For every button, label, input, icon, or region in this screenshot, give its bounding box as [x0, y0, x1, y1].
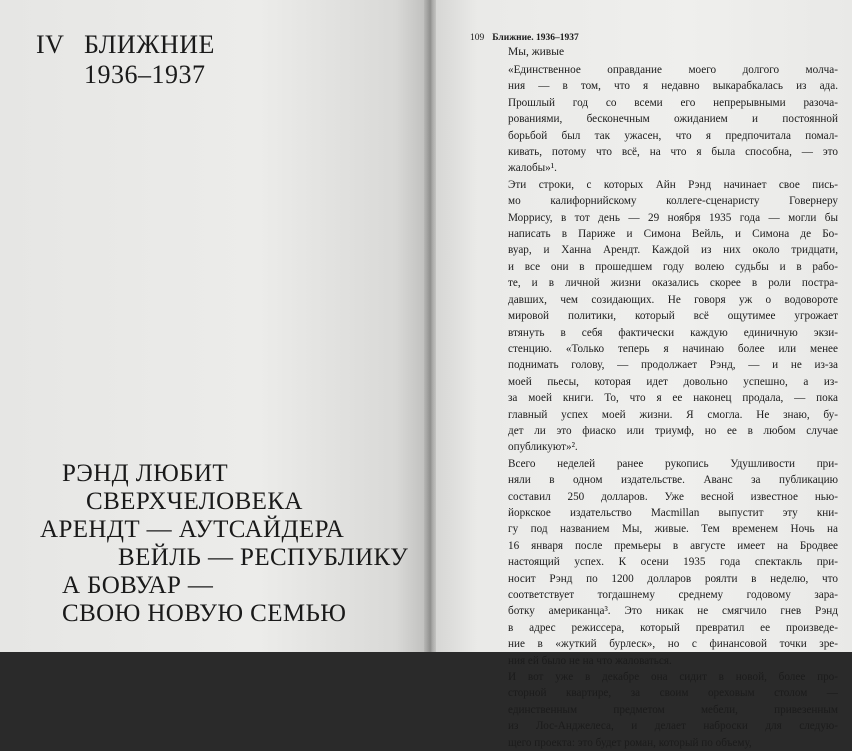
- text-line: составил 250 долларов. Уже весной известное нью-: [508, 490, 838, 503]
- text-line: стенцию. «Только теперь я начинаю более или менее: [508, 342, 838, 355]
- text-line: жалобы»¹.: [508, 162, 557, 175]
- text-line: поднимать голову, — продолжает Рэнд, — и не из-за: [508, 359, 838, 372]
- epigraph-line: СВОЮ НОВУЮ СЕМЬЮ: [62, 600, 347, 627]
- text-line: моей пьесы, которая идет довольно успешно, а из-: [508, 375, 838, 388]
- running-header: [470, 33, 579, 43]
- text-line: Прошлый год со всеми его непрерывными разоча-: [508, 96, 838, 109]
- text-line: соответствует тогдашнему среднему годовому зара-: [508, 589, 838, 601]
- text-line: 16 января после премьеры в августе имеет на Бродвее: [508, 539, 838, 552]
- body-text: [508, 62, 838, 751]
- text-line: настоящий успех. К осени 1935 года спектакль при-: [508, 556, 838, 569]
- epigraph-line: А БОВУАР —: [62, 572, 214, 599]
- text-line: щего проекта: это будет роман, который по объему,: [508, 736, 752, 749]
- chapter-epigraph: [40, 460, 408, 628]
- left-page: [0, 0, 430, 652]
- text-line: Эти строки, с которых Айн Рэнд начинает свое пись-: [508, 178, 838, 191]
- text-line: гу под названием Мы, живые. Тем временем Ночь на: [508, 523, 838, 536]
- epigraph-line: ВЕЙЛЬ — РЕСПУБЛИКУ: [118, 544, 409, 571]
- text-line: «Единственное оправдание моего долгого молча-: [508, 64, 838, 76]
- text-line: мо калифорнийскому коллеге-сценаристу Говернеру: [508, 195, 838, 208]
- epigraph-line: СВЕРХЧЕЛОВЕКА: [86, 488, 303, 515]
- chapter-number: IV: [36, 30, 65, 59]
- text-line: Моррису, в тот день — 29 ноября 1935 года — могли бы: [508, 211, 838, 224]
- epigraph-line: АРЕНДТ — АУТСАЙДЕРА: [40, 516, 345, 543]
- epigraph-line: РЭНД ЛЮБИТ: [62, 460, 229, 487]
- text-line: за моей книги. То, что я ее наконец продала, — пока: [508, 392, 838, 405]
- text-line: вуар, и Ханна Арендт. Каждой из них около тридцати,: [508, 244, 838, 257]
- text-line: носит Рэнд по 1200 долларов роялти в неделю, что: [508, 572, 838, 585]
- right-page: [436, 0, 852, 749]
- text-line: единственным предметом мебели, привезенным: [508, 703, 838, 716]
- text-line: Всего неделей ранее рукопись Удушливости при-: [508, 457, 838, 470]
- text-line: те, и в личной жизни оказались скорее в роли постра-: [508, 277, 838, 290]
- text-line: няли в одном издательстве. Аванс за публикацию: [508, 474, 838, 487]
- text-line: рованиями, бесконечным ожиданием и постоянной: [508, 113, 838, 126]
- text-line: дет ли это фиаско или триумф, но ее в любом случае: [508, 424, 838, 437]
- text-line: йоркское издательство Macmillan выпустит эту кни-: [508, 506, 838, 519]
- text-line: в адрес режиссера, который превратил ее произведе-: [508, 621, 838, 634]
- text-line: ния — в том, что я недавно выкарабкалась из ада.: [508, 80, 838, 93]
- text-line: И вот уже в декабре она сидит в новой, более про-: [508, 671, 838, 684]
- section-title: Мы, живые: [508, 46, 565, 58]
- page-number: 109: [470, 33, 485, 43]
- text-line: и все они в прошедшем году волею судьбы и в рабо-: [508, 260, 838, 273]
- text-line: борьбой был так ужасен, что я предпочитала помал-: [508, 129, 838, 142]
- chapter-heading: [36, 30, 215, 90]
- text-line: сторной квартире, за своим ореховым столом —: [508, 687, 838, 700]
- text-line: написать в Париже и Симона Вейль, и Симона де Бо-: [508, 228, 838, 241]
- text-line: главный успех моей жизни. Я смогла. Не знаю, бу-: [508, 408, 838, 421]
- text-line: ботку американца³. Это никак не смягчило гнев Рэнд: [508, 605, 838, 618]
- chapter-years: 1936–1937: [84, 60, 206, 89]
- running-head-title: Ближние. 1936–1937: [492, 33, 579, 43]
- text-line: опубликуют»².: [508, 441, 578, 454]
- chapter-title: БЛИЖНИЕ: [84, 30, 215, 59]
- text-line: давших, чем созидающих. Не говоря уж о водовороте: [508, 293, 838, 306]
- text-line: ния ей было не на что жаловаться.: [508, 654, 672, 667]
- text-line: втянуть в себя фактически каждую единичную экзи-: [508, 326, 838, 339]
- text-line: мировой политики, который всё ощутимее угрожает: [508, 310, 838, 323]
- text-line: из Лос-Анджелеса, и делает наброски для следую-: [508, 720, 838, 733]
- text-line: кивать, потому что всё, на что я была способна, — это: [508, 146, 838, 159]
- text-line: ние в «жуткий бурлеск», но с финансовой точки зре-: [508, 638, 838, 651]
